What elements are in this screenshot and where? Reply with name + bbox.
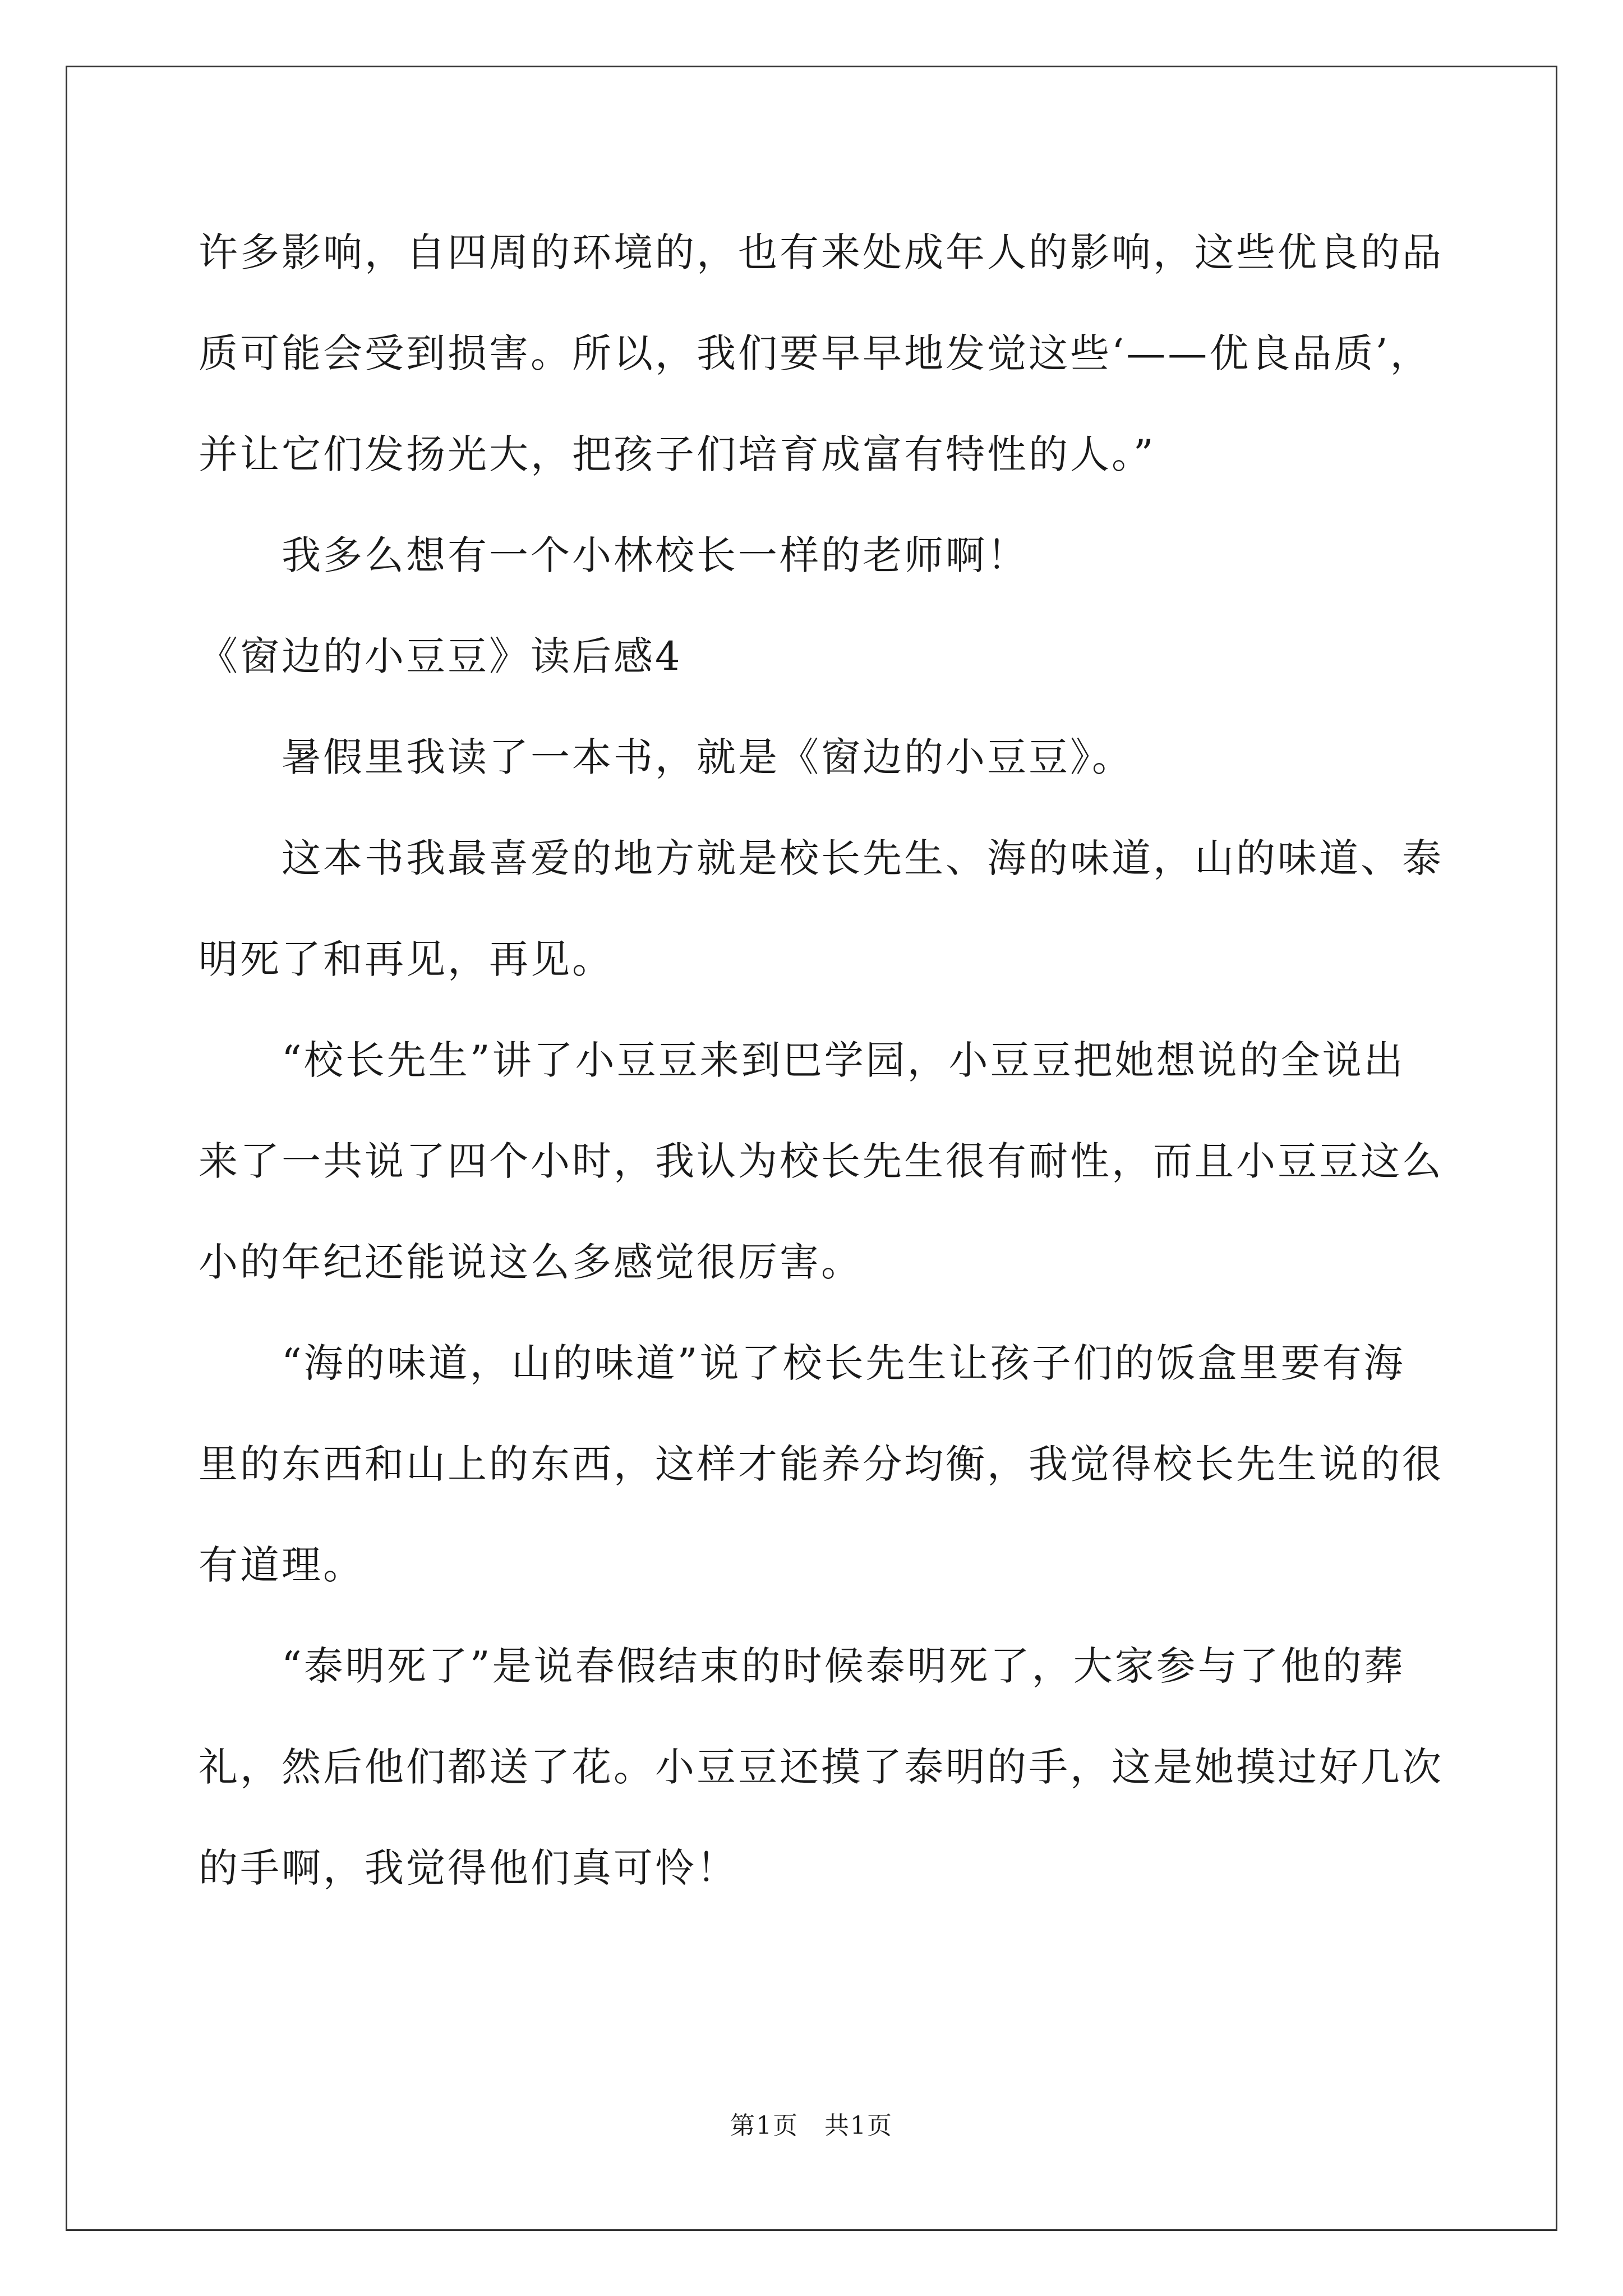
paragraph-line: 里的东西和山上的东西，这样才能养分均衡，我觉得校长先生说的很 (199, 1441, 1444, 1487)
paragraph-line: 来了一共说了四个小时，我认为校长先生很有耐性，而且小豆豆这么 (199, 1138, 1444, 1184)
paragraph-line: 并让它们发扬光大，把孩子们培育成富有特性的人。” (199, 431, 1156, 477)
paragraph-line: “泰明死了”是说春假结束的时候泰明死了，大家参与了他的葬 (282, 1643, 1405, 1689)
paragraph-line: 质可能会受到损害。所以，我们要早早地发觉这些‘——优良品质’， (199, 330, 1432, 376)
paragraph-line: 我多么想有一个小林校长一样的老师啊！ (282, 532, 1029, 578)
page-footer: 第1页 共1页 (730, 2111, 893, 2140)
paragraph-line: 暑假里我读了一本书，就是《窗边的小豆豆》。 (282, 734, 1133, 780)
paragraph-line: 许多影响，自四周的环境的，也有来处成年人的影响，这些优良的品 (199, 229, 1444, 275)
paragraph-line: “海的味道，山的味道”说了校长先生让孩子们的饭盒里要有海 (282, 1340, 1405, 1386)
paragraph-line: 明死了和再见，再见。 (199, 936, 614, 982)
paragraph-line: “校长先生”讲了小豆豆来到巴学园，小豆豆把她想说的全说出 (282, 1037, 1405, 1083)
paragraph-line: 这本书我最喜爱的地方就是校长先生、海的味道，山的味道、泰 (282, 835, 1444, 881)
section-title: 《窗边的小豆豆》读后感4 (199, 633, 683, 679)
paragraph-line: 的手啊，我觉得他们真可怜！ (199, 1845, 738, 1891)
paragraph-line: 礼，然后他们都送了花。小豆豆还摸了泰明的手，这是她摸过好几次 (199, 1744, 1444, 1790)
paragraph-line: 小的年纪还能说这么多感觉很厉害。 (199, 1239, 863, 1285)
paragraph-line: 有道理。 (199, 1542, 365, 1588)
